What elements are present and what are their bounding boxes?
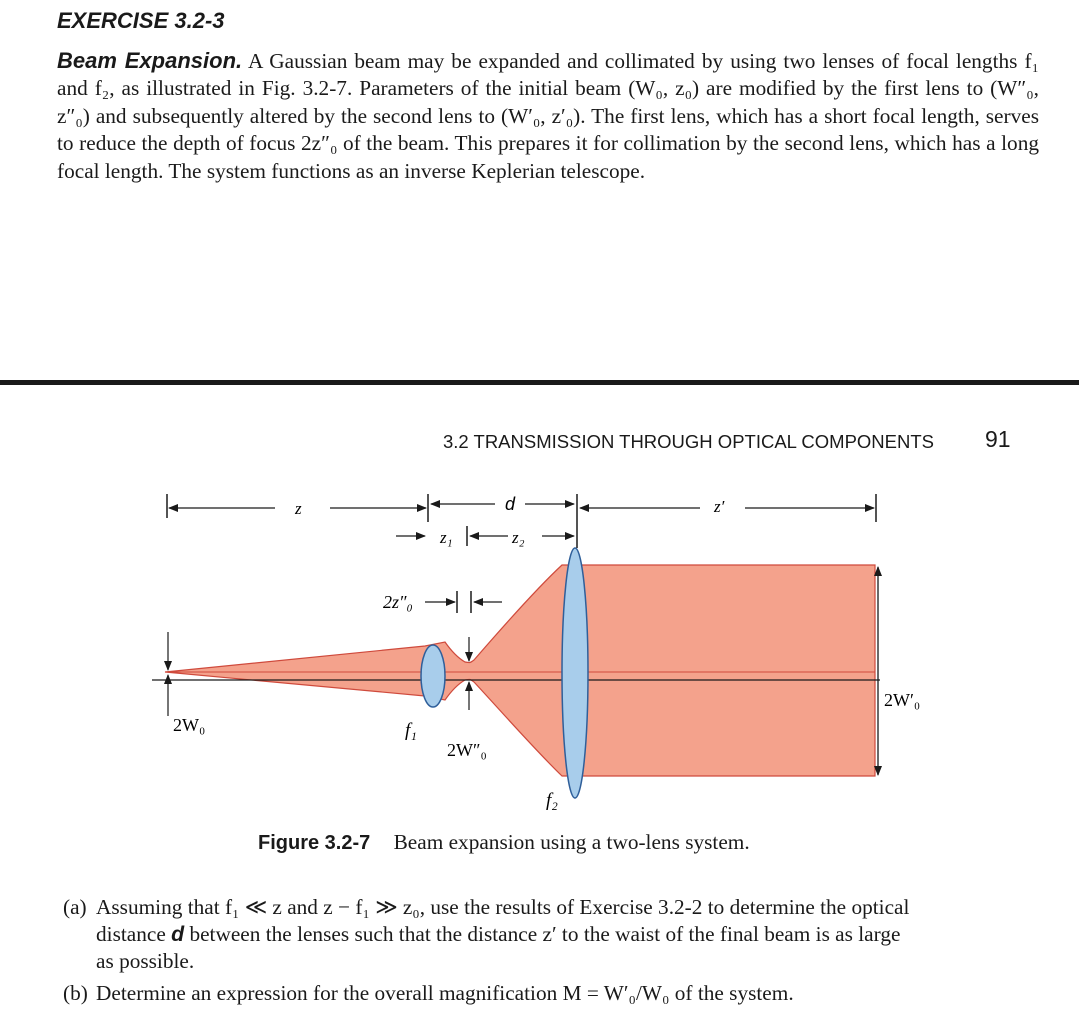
question-a bbox=[63, 894, 1033, 975]
lens-f2 bbox=[562, 548, 588, 798]
exercise-heading: EXERCISE 3.2-3 bbox=[57, 8, 225, 33]
question-a-text1: Assuming that f₁ ≪ z and z − f₁ ≫ z₀, use the results of Exercise 3.2-2 to determine the optical bbox=[96, 895, 910, 919]
z-label: z bbox=[295, 499, 302, 518]
question-b-label: (b) bbox=[63, 981, 88, 1005]
w0-label: 2W₀ bbox=[173, 715, 206, 735]
question-a-line2 bbox=[63, 921, 1033, 948]
lens-f1 bbox=[421, 645, 445, 707]
question-a-d: d bbox=[171, 922, 185, 946]
exercise-paragraph bbox=[57, 47, 1039, 185]
w0p-label: 2W′₀ bbox=[884, 690, 921, 710]
question-a-line1 bbox=[63, 894, 1033, 921]
f2-label: f₂ bbox=[546, 790, 558, 811]
question-a-post-d: between the lenses such that the distance z′ to the waist of the final beam is as large bbox=[184, 922, 901, 946]
paragraph-lead: Beam Expansion. bbox=[57, 48, 243, 73]
beam-expansion-figure bbox=[0, 470, 1079, 820]
figure-caption bbox=[258, 830, 750, 855]
d-label: d bbox=[505, 494, 516, 514]
caption-label: Figure 3.2-7 bbox=[258, 832, 371, 854]
question-b-text: Determine an expression for the overall magnification M = W′₀/W₀ of the system. bbox=[96, 981, 794, 1005]
depth-of-focus-label: 2z″₀ bbox=[383, 592, 413, 612]
paragraph-body: A Gaussian beam may be expanded and collimated by using two lenses of focal lengths f₁ and f₂, as illustrated in Fig. 3.2-7. Parameters of the initial beam (W₀, z₀) are modified by the first lens to (W″₀, z″₀) and subsequently altered by the second lens to (W′₀, z′₀). The first lens, which has a short focal length, serves to reduce the depth of focus 2z″₀ of the beam. This prepares it for collimation by the second lens, which has a long focal length. The system functions as an inverse Keplerian telescope. bbox=[57, 49, 1040, 183]
running-header: 3.2 TRANSMISSION THROUGH OPTICAL COMPONENTS bbox=[443, 431, 935, 452]
question-b bbox=[63, 980, 1033, 1007]
caption-text: Beam expansion using a two-lens system. bbox=[393, 830, 750, 854]
question-a-line3: as possible. bbox=[96, 949, 195, 973]
page-number: 91 bbox=[985, 426, 1011, 452]
question-a-label: (a) bbox=[63, 895, 87, 919]
z2-label: z₂ bbox=[512, 528, 525, 547]
w0pp-label: 2W″₀ bbox=[447, 740, 487, 760]
page-divider bbox=[0, 380, 1079, 385]
z-prime-label: z′ bbox=[714, 497, 725, 516]
f1-label: f₁ bbox=[405, 720, 417, 741]
question-a-pre-d: distance bbox=[96, 922, 172, 946]
z1-label: z₁ bbox=[440, 528, 453, 547]
gaussian-beam bbox=[165, 565, 875, 776]
